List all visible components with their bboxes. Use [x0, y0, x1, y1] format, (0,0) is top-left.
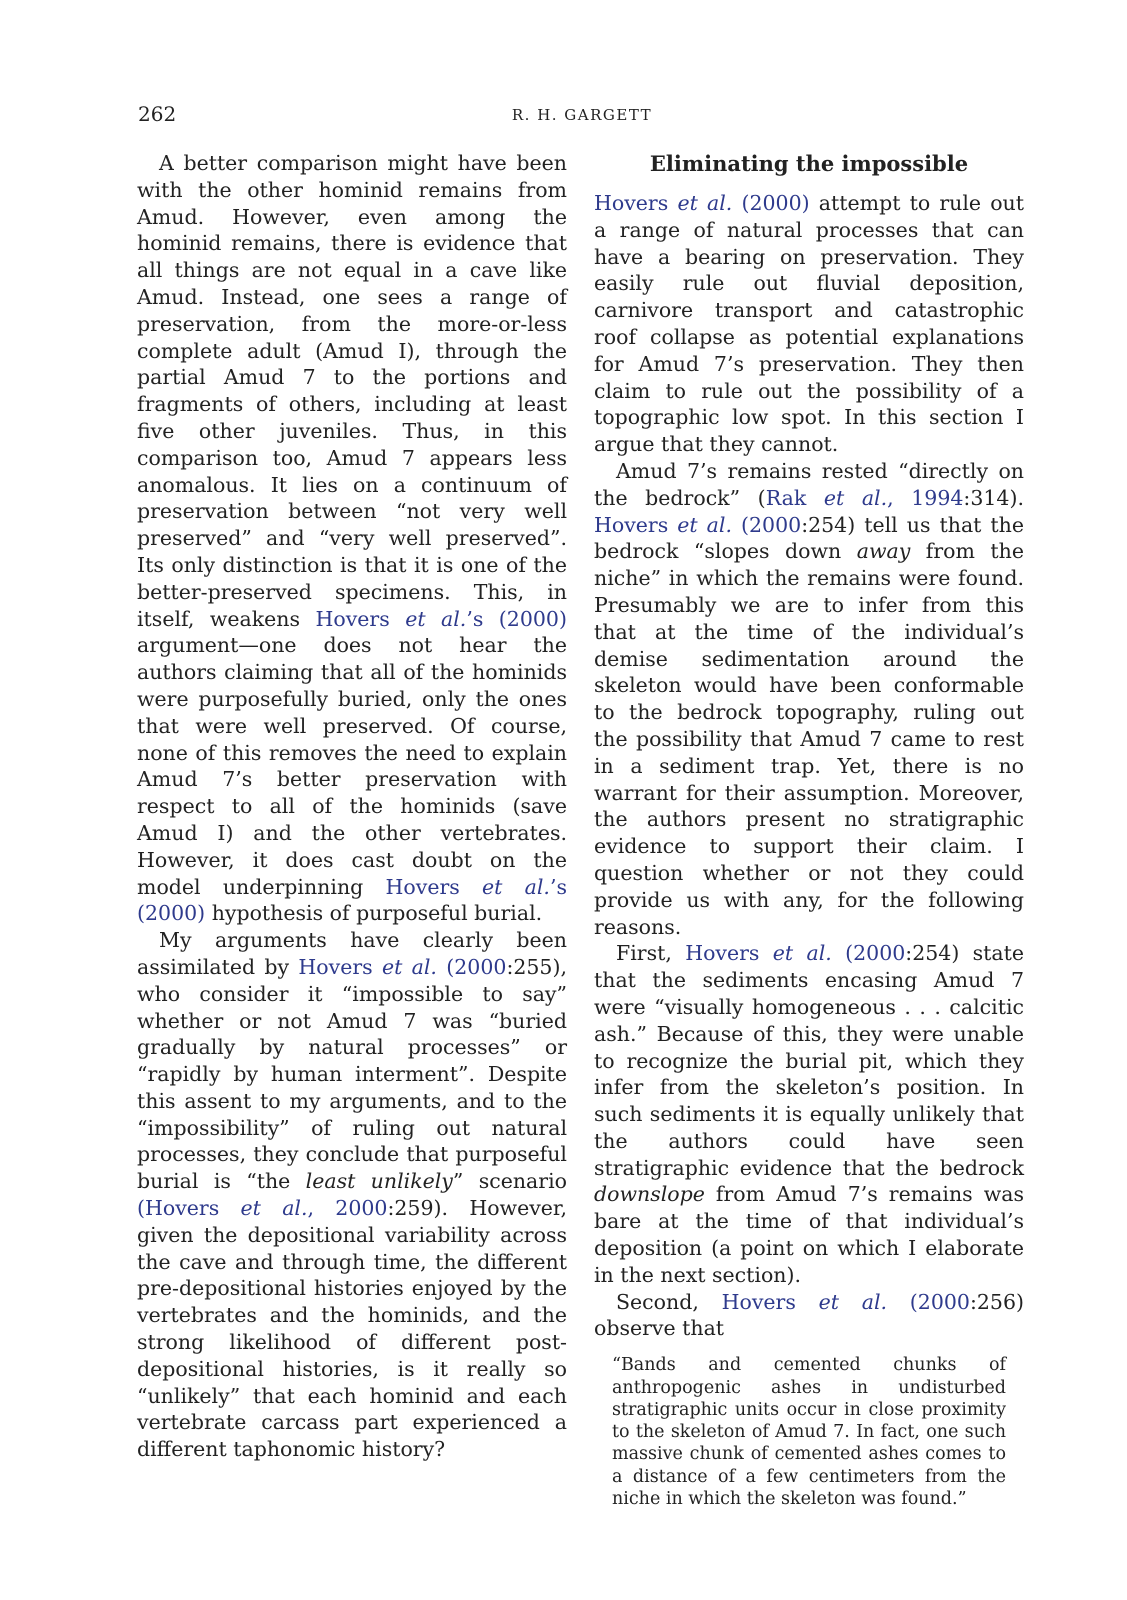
citation-link[interactable]: Hovers et al. (2000)	[594, 191, 810, 215]
citation-link[interactable]: Hovers et al. (2000	[685, 941, 906, 966]
right-column	[594, 150, 1024, 1510]
paragraph: Amud 7’s remains rested “directly on the bedrock” (Rak et al., 1994:314). Hovers et al. (2000:254) tell us that the bedrock “slopes down away from the niche” in which the remains were found. Presumably we are to infer from this that at the time of the individual’s demise sedimentation around the skeleton would have been conformable to the bedrock topography, ruling out the possibility that Amud 7 came to rest in a sediment trap. Yet, there is no warrant for their assumption. Moreover, the authors present no stratigraphic evidence to support their claim. I question whether or not they could provide us with any, for the following reasons.	[594, 458, 1025, 939]
paragraph: Hovers et al. (2000) attempt to rule out a range of natural processes that can have a bearing on preservation. They easily rule out fluvial deposition, carnivore transport and catastrophic roof collapse as potential explanations for Amud 7’s preservation. They then claim to rule out the possibility of a topographic low spot. In this section I argue that they cannot.	[594, 191, 1024, 457]
paragraph: A better comparison might have been with the other hominid remains from Amud. However, even among the hominid remains, there is evidence that all things are not equal in a cave like Amud. Instead, one sees a range of preservation, from the more-or-less complete adult (Amud I), through the partial Amud 7 to the portions and fragments of others, including at least five other juveniles. Thus, in this comparison too, Amud 7 appears less anomalous. It lies on a continuum of preservation between “not very well preserved” and “very well preserved”. Its only distinction is that it is one of the better-preserved specimens. This, in itself, weakens Hovers et al.’s (2000) argument—one does not hear the authors claiming that all of the hominids were purposefully buried, only the ones that were well preserved. Of course, none of this removes the need to explain Amud 7’s better preservation with respect to all of the hominids (save Amud I) and the other vertebrates. However, it does cast doubt on the model underpinning Hovers et al.’s (2000) hypothesis of purposeful burial.	[137, 151, 567, 926]
running-head: R. H. GARGETT	[511, 106, 653, 124]
citation-link[interactable]: Hovers et al. (2000	[594, 512, 802, 537]
citation-link[interactable]: (Hovers et al., 2000	[137, 1196, 388, 1221]
citation-link[interactable]: Hovers et al.’s (2000)	[315, 606, 567, 631]
paragraph: First, Hovers et al. (2000:254) state that the sediments encasing Amud 7 were “visually homogeneous . . . calcitic ash.” Because of this, they were unable to recognize the burial pit, which they infer from the skeleton’s position. In such sediments it is equally unlikely that the authors could have seen stratigraphic evidence that the bedrock downslope from Amud 7’s remains was bare at the time of that individual’s deposition (a point on which I elaborate in the next section).	[594, 941, 1024, 1287]
block-quote: “Bands and cemented chunks of anthropogenic ashes in undisturbed stratigraphic units occur in close proximity to the skeleton of Amud 7. In fact, one such massive chunk of cemented ashes comes to a distance of a few centimeters from the niche in which the skeleton was found.”	[612, 1355, 1006, 1510]
citation-link[interactable]: Rak et al., 1994	[765, 485, 964, 510]
page-number: 262	[138, 102, 177, 126]
left-column	[137, 150, 567, 1463]
page-header	[138, 102, 1026, 132]
paragraph: Second, Hovers et al. (2000:256) observe that	[594, 1289, 1024, 1341]
citation-link[interactable]: Hovers et al. (2000	[721, 1289, 970, 1314]
citation-link[interactable]: Hovers et al. (2000	[298, 954, 507, 979]
section-heading: Eliminating the impossible	[649, 151, 969, 176]
citation-link[interactable]: Hovers et al.’s (2000)	[137, 874, 567, 926]
paragraph: My arguments have clearly been assimilated by Hovers et al. (2000:255), who consider it “impossible to say” whether or not Amud 7 was “buried gradually by natural processes” or “rapidly by human interment”. Despite this assent to my arguments, and to the “impossibility” of ruling out natural processes, they conclude that purposeful burial is “the least unlikely” scenario (Hovers et al., 2000:259). However, given the depositional variability across the cave and through time, the different pre-depositional histories enjoyed by the vertebrates and the hominids, and the strong likelihood of different post-depositional histories, is it really so “unlikely” that each hominid and each vertebrate carcass part experienced a different taphonomic history?	[137, 928, 567, 1462]
